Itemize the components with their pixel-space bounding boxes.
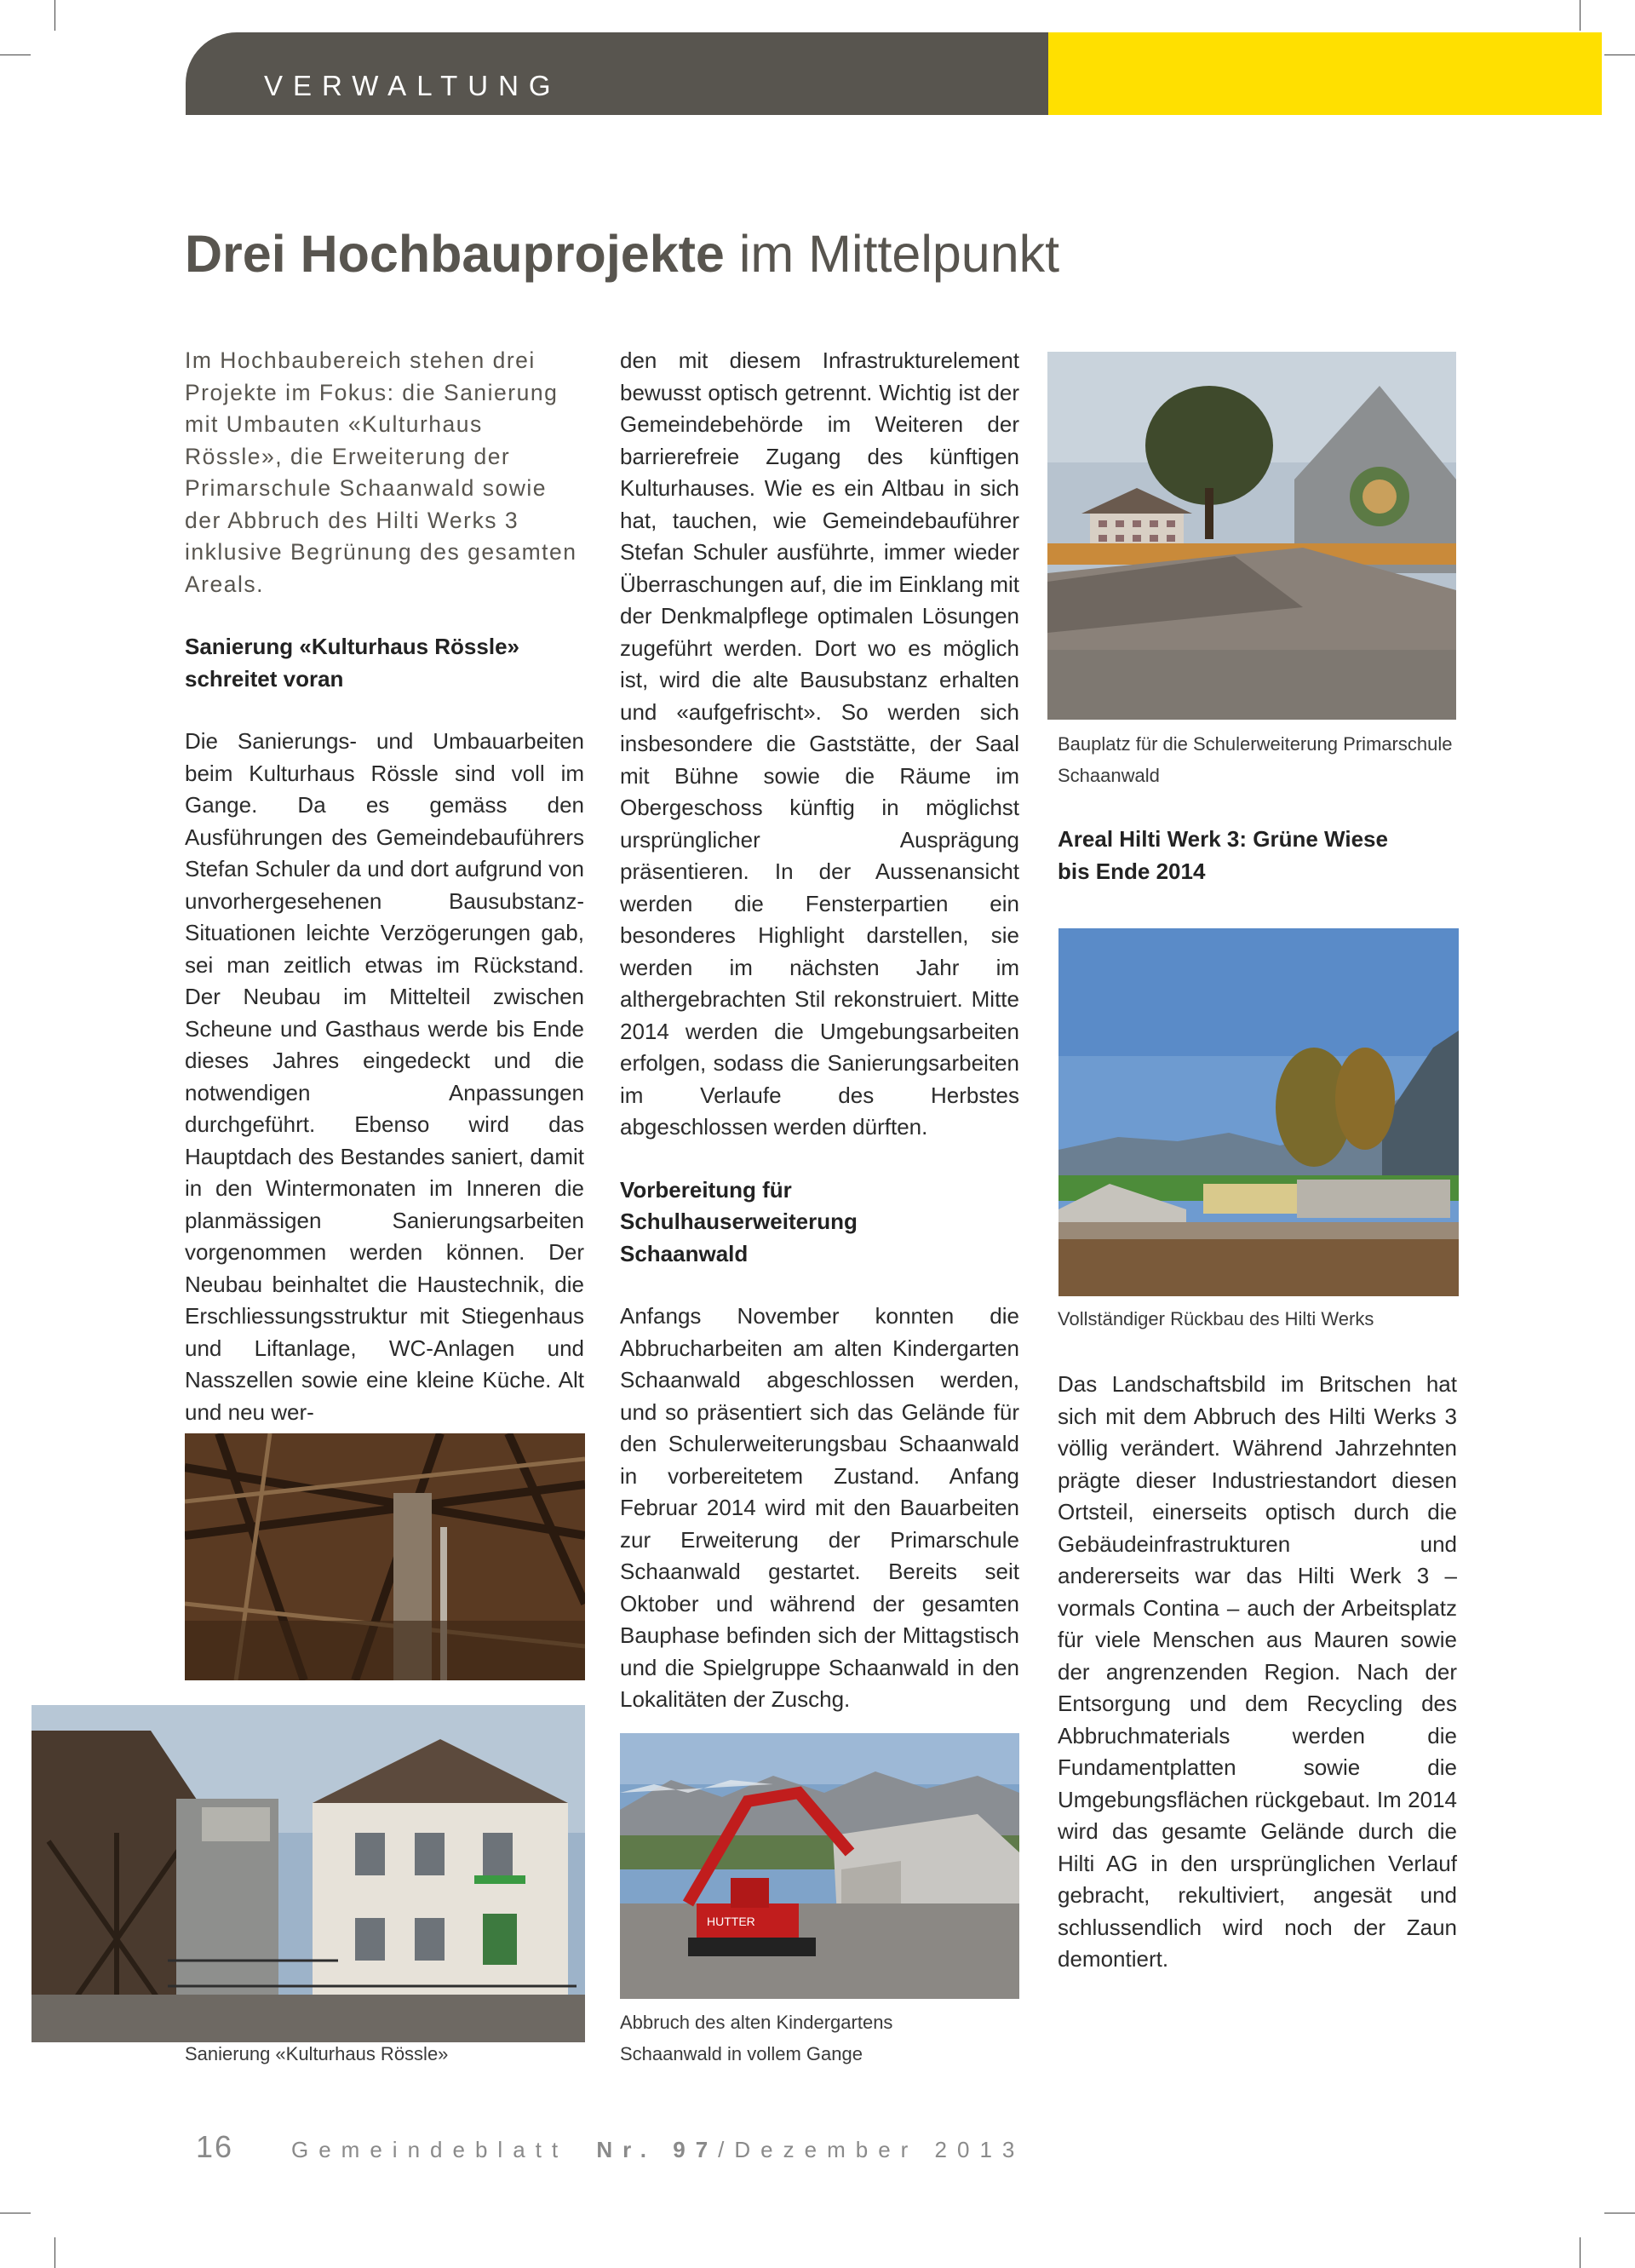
issue-prefix: Gemeindeblatt: [291, 2137, 569, 2162]
section1-heading: Sanierung «Kulturhaus Rössle» schreitet voran: [185, 634, 519, 692]
section3-heading: Areal Hilti Werk 3: Grüne Wiese bis Ende 2014: [1058, 826, 1388, 884]
article-title-bold: Drei Hochbauprojekte: [185, 225, 725, 283]
excavator-logo-text: HUTTER: [707, 1915, 755, 1928]
crop-mark: [54, 2237, 55, 2268]
article-title: [185, 223, 1059, 285]
article-lead: Im Hochbaubereich stehen drei Projekte im Fokus: die Sanierung mit Umbauten «Kulturhaus Rössle», die Erweiterung der Primarschule Schaanwald sowie der Abbruch des Hilti Werks 3 inklusive Begrünung des gesamten Areals.: [185, 347, 577, 597]
section2-body: Anfangs November konnten die Abbrucharbeiten am alten Kindergarten Schaanwald abgeschlossen werden, und so präsentiert sich das Gelände für den Schulerweiterungsbau Schaanwald in vorbereitetem Zustand. Anfang Februar 2014 wird mit den Bauarbeiten zur Erweiterung der Primarschule Schaanwald gestartet. Bereits seit Oktober und während der gesamten Bauphase befinden sich der Mittagstisch und die Spielgruppe Schaanwald in den Lokalitäten der Zuschg.: [620, 1303, 1019, 1712]
photo-hilti-werk: [1058, 928, 1459, 1296]
crop-mark: [54, 0, 55, 31]
issue-line: [291, 2137, 1024, 2163]
issue-date: /Dezember 2013: [718, 2137, 1025, 2162]
caption-hilti: Vollständiger Rückbau des Hilti Werks: [1058, 1308, 1374, 1329]
caption-bauplatz: Bauplatz für die Schulerweiterung Primarschule Schaanwald: [1058, 733, 1453, 786]
column-1: [185, 345, 584, 1428]
section1-body-continued: den mit diesem Infrastrukturelement bewusst optisch getrennt. Wichtig ist der Gemeindebehörde im Weiteren der barrierefreie Zugang des künftigen Kulturhauses. Wie es ein Altbau in sich hat, tauchen, wie Gemeindebauführer Stefan Schuler ausführte, immer wieder Überraschungen auf, die im Einklang mit der Denkmalpflege optimalen Lösungen zugeführt werden. Dort wo es möglich ist, wird die alte Bausubstanz erhalten und «aufgefrischt». So werden sich insbesondere die Gaststätte, der Saal mit Bühne sowie die Räume im Obergeschoss künftig in möglichst ursprünglicher Ausprägung präsentieren. In der Aussenansicht werden die Fensterpartien ein besonderes Highlight darstellen, sie werden im nächsten Jahr im althergebrachten Stil rekonstruiert. Mitte 2014 werden die Umgebungsarbeiten erfolgen, sodass die Sanierungsarbeiten im Verlaufe des Herbstes abgeschlossen werden dürften.: [620, 347, 1019, 1140]
photo-bauplatz: [1047, 352, 1456, 720]
photo-kulturhaus-roessle: [32, 1705, 585, 2042]
column-3-body: [1058, 1369, 1457, 1976]
photo-excavator-demolition: [620, 1733, 1019, 1999]
column-3-top: [1058, 824, 1457, 887]
section3-body: Das Landschaftsbild im Britschen hat sich mit dem Abbruch des Hilti Werks 3 völlig verändert. Während Jahrzehnten prägte dieser Industriestandort diesen Ortsteil, einerseits optisch durch die Gebäudeinfrastrukturen und andererseits war das Hilti Werk 3 – vormals Contina – auch der Arbeitsplatz für viele Menschen aus Mauren sowie der angrenzenden Region. Nach der Entsorgung und dem Recycling des Abbruchmaterials werden die Fundamentplatten sowie die Umgebungsflächen rückgebaut. Im 2014 wird das gesamte Gelände durch die Hilti AG in den ursprünglichen Verlauf gebracht, rekultiviert, angesät und schlussendlich wird noch der Zaun demontiert.: [1058, 1371, 1457, 1972]
page-number: 16: [196, 2129, 234, 2164]
section-header-accent: [1048, 32, 1602, 115]
caption-roessle: Sanierung «Kulturhaus Rössle»: [185, 2043, 449, 2064]
section-label: VERWALTUNG: [264, 70, 561, 101]
column-2: [620, 345, 1019, 1716]
photo-roof-beams: [185, 1433, 585, 1680]
article-title-regular: im Mittelpunkt: [738, 225, 1060, 283]
issue-number: Nr. 97: [596, 2137, 719, 2162]
caption-abbruch: Abbruch des alten Kindergartens Schaanwald in vollem Gange: [620, 2012, 893, 2064]
section1-body: Die Sanierungs- und Umbauarbeiten beim Kulturhaus Rössle sind voll im Gange. Da es gemäss den Ausführungen des Gemeindebauführers Stefan Schuler da und dort aufgrund von unvorhergesehenen Bausubstanz-Situationen leichte Verzögerungen gab, sei man zeitlich etwas im Rückstand. Der Neubau im Mittelteil zwischen Scheune und Gasthaus werde bis Ende dieses Jahres eingedeckt und die notwendigen Anpassungen durchgeführt. Ebenso wird das Hauptdach des Bestandes saniert, damit in den Wintermonaten im Inneren die planmässigen Sanierungsarbeiten vorgenommen werden können. Der Neubau beinhaltet die Haustechnik, die Erschliessungsstruktur mit Stiegenhaus und Liftanlage, WC-Anlagen und Nasszellen sowie eine kleine Küche. Alt und neu wer-: [185, 728, 584, 1425]
section2-heading: Vorbereitung für Schulhauserweiterung Schaanwald: [620, 1176, 858, 1266]
